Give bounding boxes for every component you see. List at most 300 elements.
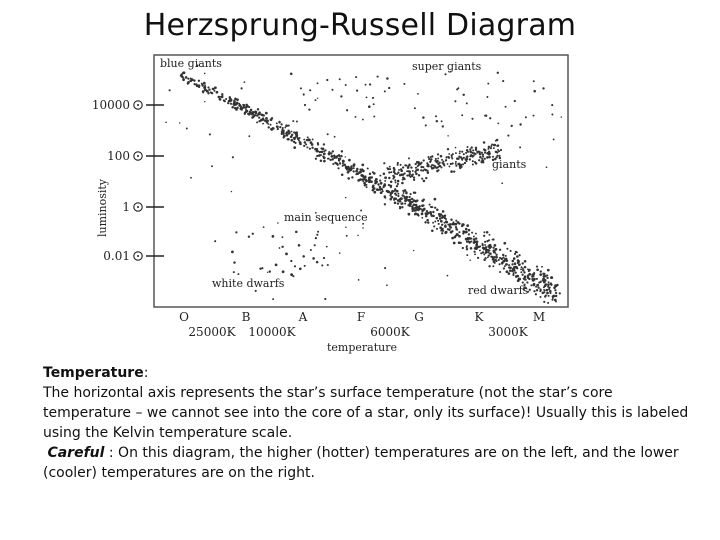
star-dot	[524, 266, 527, 269]
star-dot	[451, 156, 453, 158]
star-dot	[404, 203, 406, 205]
star-dot	[455, 147, 457, 149]
star-dot	[180, 75, 183, 78]
star-dot	[246, 110, 249, 113]
star-dot	[466, 224, 469, 227]
star-dot	[458, 155, 460, 157]
star-dot	[248, 113, 251, 116]
star-dot	[334, 136, 336, 138]
caption-text	[43, 363, 693, 483]
star-dot	[315, 158, 317, 160]
star-dot	[535, 293, 537, 295]
star-dot	[499, 271, 501, 273]
star-dot	[453, 242, 456, 245]
star-dot	[533, 90, 536, 93]
spectral-class-b: B	[241, 310, 251, 324]
star-dot	[533, 278, 536, 281]
star-dot	[283, 137, 285, 139]
star-dot	[462, 163, 464, 165]
star-dot	[447, 135, 448, 136]
star-dot	[212, 88, 215, 91]
star-dot	[318, 154, 321, 157]
star-dot	[508, 272, 511, 275]
star-dot	[466, 254, 468, 256]
star-dot	[343, 163, 346, 166]
star-dot	[490, 147, 492, 149]
star-dot	[396, 173, 398, 175]
star-dot	[190, 177, 192, 179]
star-dot	[397, 162, 399, 164]
star-dot	[352, 164, 355, 167]
star-dot	[323, 143, 325, 145]
star-dot	[461, 159, 463, 161]
star-dot	[280, 123, 282, 125]
star-dot	[489, 253, 491, 255]
star-dot	[490, 256, 492, 258]
star-dot	[511, 125, 513, 127]
star-dot	[495, 256, 498, 259]
star-dot	[298, 244, 301, 247]
star-dot	[372, 189, 375, 192]
star-dot	[387, 168, 389, 170]
star-dot	[471, 232, 473, 234]
star-dot	[469, 148, 471, 150]
star-dot	[231, 106, 234, 109]
star-dot	[463, 153, 465, 155]
star-dot	[233, 271, 235, 273]
star-dot	[512, 268, 515, 271]
star-dot	[400, 168, 402, 170]
star-dot	[209, 133, 211, 135]
star-dot	[461, 114, 463, 116]
star-dot	[328, 158, 330, 160]
star-dot	[190, 77, 192, 79]
star-dot	[204, 86, 207, 89]
star-dot	[394, 179, 396, 181]
y-tick-label-10000: 10000	[91, 98, 130, 112]
star-dot	[285, 124, 288, 127]
star-dot	[462, 247, 464, 249]
star-dot	[315, 237, 317, 239]
star-dot	[356, 90, 358, 92]
star-dot	[402, 179, 404, 181]
star-dot	[214, 86, 217, 89]
star-dot	[408, 174, 410, 176]
star-dot	[413, 176, 415, 178]
star-dot	[449, 223, 452, 226]
star-dot	[232, 156, 234, 158]
star-dot	[555, 295, 557, 297]
star-dot	[259, 268, 261, 270]
star-dot	[414, 209, 417, 212]
star-dot	[244, 113, 246, 115]
star-dot	[536, 266, 538, 268]
star-dot	[407, 170, 409, 172]
star-dot	[383, 173, 386, 176]
star-dot	[285, 253, 288, 256]
star-dot	[412, 170, 414, 172]
star-dot	[207, 91, 209, 93]
star-dot	[237, 273, 239, 275]
star-dot	[473, 251, 475, 253]
star-dot	[447, 228, 449, 230]
slide-title: Herzsprung-Russell Diagram	[143, 8, 577, 43]
star-dot	[257, 108, 259, 110]
caption-careful-line	[43, 443, 693, 483]
star-dot	[527, 277, 529, 279]
star-dot	[384, 90, 386, 92]
star-dot	[270, 128, 272, 130]
star-dot	[524, 278, 526, 280]
star-dot	[393, 168, 395, 170]
star-dot	[464, 162, 466, 164]
star-dot	[300, 87, 302, 89]
star-dot	[320, 151, 322, 153]
star-dot	[390, 171, 392, 173]
star-dot	[403, 83, 405, 85]
star-dot	[523, 271, 525, 273]
star-dot	[323, 257, 325, 259]
star-dot	[366, 186, 368, 188]
spectral-class-f: F	[356, 310, 366, 324]
star-dot	[291, 131, 293, 133]
star-dot	[528, 273, 531, 276]
star-dot	[310, 249, 312, 251]
star-dot	[253, 114, 255, 116]
caption-body: The horizontal axis represents the star’s surface temperature (not the star’s core temperature – we cannot see into the core of a star, only its surface)! Usually this is labeled using the Kelvin temperature scale.	[43, 385, 689, 441]
star-dot	[317, 98, 318, 99]
star-dot	[547, 302, 549, 304]
star-dot	[267, 272, 268, 273]
star-dot	[384, 267, 386, 269]
star-dot	[502, 254, 504, 256]
star-dot	[265, 112, 268, 115]
star-dot	[423, 180, 426, 183]
star-dot	[536, 278, 538, 280]
star-dot	[520, 271, 522, 273]
star-dot	[546, 166, 548, 168]
star-dot	[389, 185, 392, 188]
star-dot	[412, 207, 414, 209]
star-dot	[497, 122, 499, 124]
star-dot	[482, 156, 484, 158]
star-dot	[441, 159, 443, 161]
star-dot	[508, 264, 510, 266]
star-dot	[244, 81, 246, 83]
label-giants: giants	[492, 158, 527, 171]
star-dot	[389, 166, 391, 168]
star-dot	[480, 252, 482, 254]
star-dot	[296, 121, 298, 123]
star-dot	[443, 216, 446, 219]
star-dot	[499, 263, 501, 265]
star-dot	[377, 189, 379, 191]
hr-diagram-svg	[88, 50, 580, 360]
star-dot	[423, 208, 426, 211]
star-dot	[415, 200, 418, 203]
star-dot	[496, 155, 498, 157]
star-dot	[488, 239, 490, 241]
star-dot	[355, 76, 357, 78]
star-dot	[223, 99, 225, 101]
star-dot	[510, 250, 512, 252]
star-dot	[441, 120, 443, 122]
star-dot	[261, 267, 263, 269]
star-dot	[359, 171, 362, 174]
star-dot	[411, 198, 413, 200]
star-dot	[211, 92, 213, 94]
star-dot	[487, 83, 489, 85]
star-dot	[421, 217, 423, 219]
star-dot	[421, 210, 423, 212]
star-dot	[402, 190, 404, 192]
star-dot	[494, 244, 497, 247]
star-dot	[447, 148, 449, 150]
star-dot	[315, 99, 317, 101]
star-dot	[347, 167, 350, 170]
star-dot	[397, 183, 399, 185]
star-dot	[519, 146, 521, 148]
star-dot	[447, 163, 449, 165]
star-dot	[251, 116, 254, 119]
star-dot	[401, 202, 404, 205]
star-dot	[198, 86, 200, 88]
temperature-6000k: 6000K	[370, 325, 410, 339]
star-dot	[458, 235, 461, 238]
star-dot	[456, 229, 458, 231]
star-dot	[248, 135, 250, 137]
star-dot	[513, 257, 516, 260]
star-dot	[484, 149, 486, 151]
star-dot	[332, 150, 334, 152]
star-dot	[479, 151, 481, 153]
star-dot	[294, 265, 296, 267]
star-dot	[425, 124, 427, 126]
careful-text: : On this diagram, the higher (hotter) temperatures are on the left, and the lower (cooler) temperatures are on the right.	[43, 445, 679, 481]
star-dot	[522, 269, 524, 271]
star-dot	[533, 80, 535, 82]
star-dot	[472, 154, 474, 156]
star-dot	[521, 274, 523, 276]
star-dot	[548, 281, 550, 283]
star-dot	[518, 278, 521, 281]
star-dot	[303, 139, 305, 141]
star-dot	[467, 238, 469, 240]
star-dot	[555, 292, 557, 294]
star-dot	[483, 235, 485, 237]
star-dot	[410, 193, 412, 195]
star-dot	[532, 275, 535, 278]
star-dot	[231, 251, 234, 254]
star-dot	[547, 283, 550, 286]
star-dot	[345, 197, 347, 199]
star-dot	[394, 192, 396, 194]
star-dot	[258, 120, 260, 122]
star-dot	[486, 156, 489, 159]
star-dot	[368, 178, 370, 180]
star-dot	[472, 152, 474, 154]
label-white-dwarfs: white dwarfs	[212, 277, 285, 290]
star-dot	[182, 78, 185, 81]
star-dot	[442, 125, 444, 127]
star-dot	[309, 89, 311, 91]
star-dot	[514, 100, 516, 102]
star-dot	[474, 253, 476, 255]
star-dot	[472, 149, 474, 151]
star-dot	[492, 258, 495, 261]
star-dot	[288, 125, 290, 127]
star-dot	[294, 142, 296, 144]
star-dot	[179, 122, 180, 123]
star-dot	[543, 281, 546, 284]
star-dot	[338, 160, 340, 162]
star-dot	[314, 244, 316, 246]
star-dot	[201, 83, 203, 85]
star-dot	[515, 275, 518, 278]
star-dot	[445, 232, 447, 234]
star-dot	[461, 223, 463, 225]
star-dot	[279, 126, 281, 128]
star-dot	[286, 138, 288, 140]
star-dot	[445, 221, 448, 224]
star-dot	[295, 133, 297, 135]
star-dot	[216, 91, 218, 93]
star-dot	[495, 248, 498, 251]
star-dot	[236, 107, 238, 109]
star-dot	[441, 224, 443, 226]
star-dot	[488, 146, 491, 149]
star-dot	[472, 163, 474, 165]
star-dot	[400, 164, 402, 166]
star-dot	[252, 233, 254, 235]
star-dot	[299, 143, 302, 146]
star-dot	[436, 209, 439, 212]
star-dot	[500, 149, 502, 151]
star-dot	[522, 262, 524, 264]
star-dot	[459, 152, 461, 154]
star-dot	[458, 231, 460, 233]
star-dot	[434, 198, 437, 201]
star-dot	[463, 157, 465, 159]
star-dot	[373, 191, 376, 194]
star-dot	[465, 228, 468, 231]
star-dot	[362, 227, 364, 229]
star-dot	[484, 244, 486, 246]
star-dot	[418, 215, 420, 217]
star-dot	[243, 106, 245, 108]
star-dot	[331, 89, 333, 91]
star-dot	[435, 158, 437, 160]
star-dot	[406, 198, 408, 200]
star-dot	[497, 149, 499, 151]
star-dot	[310, 141, 313, 144]
label-red-dwarfs: red dwarfs	[468, 284, 529, 297]
star-dot	[444, 222, 446, 224]
star-dot	[473, 236, 475, 238]
star-dot	[488, 156, 491, 159]
star-dot	[304, 265, 306, 267]
star-dot	[366, 96, 368, 98]
star-dot	[455, 165, 457, 167]
star-dot	[470, 247, 473, 250]
star-dot	[539, 288, 541, 290]
star-dot	[417, 93, 419, 95]
star-dot	[430, 165, 432, 167]
star-dot	[389, 195, 391, 197]
star-dot	[290, 73, 293, 76]
star-dot	[475, 233, 477, 235]
star-dot	[282, 270, 285, 273]
star-dot	[533, 115, 535, 117]
star-dot	[445, 218, 447, 220]
star-dot	[418, 174, 420, 176]
star-dot	[498, 155, 500, 157]
star-dot	[433, 225, 435, 227]
star-dot	[399, 207, 401, 209]
star-dot	[339, 78, 341, 80]
star-dot	[397, 180, 400, 183]
star-dot	[455, 163, 457, 165]
star-dot	[501, 182, 503, 184]
star-dot	[466, 248, 468, 250]
star-dot	[458, 163, 461, 166]
star-dot	[505, 263, 508, 266]
star-dot	[421, 213, 424, 216]
star-dot	[430, 156, 432, 158]
star-dot	[512, 260, 515, 263]
star-dot	[236, 102, 239, 105]
star-dot	[541, 266, 543, 268]
star-dot	[450, 219, 452, 221]
star-dot	[449, 226, 452, 229]
star-dot	[413, 250, 414, 251]
star-dot	[364, 184, 366, 186]
star-dot	[439, 218, 441, 220]
star-dot	[528, 269, 531, 272]
star-dot	[397, 202, 399, 204]
star-dot	[494, 252, 496, 254]
star-dot	[546, 277, 548, 279]
star-dot	[474, 240, 476, 242]
label-blue-giants: blue giants	[160, 57, 222, 70]
star-dot	[468, 241, 470, 243]
star-dot	[535, 286, 537, 288]
temperature-3000k: 3000K	[488, 325, 528, 339]
star-dot	[423, 204, 425, 206]
star-dot	[204, 101, 205, 102]
star-dot	[412, 174, 414, 176]
star-dot	[551, 113, 553, 115]
star-dot	[430, 160, 432, 162]
star-dot	[450, 163, 452, 165]
star-dot	[509, 270, 511, 272]
star-dot	[233, 261, 235, 263]
star-dot	[187, 78, 189, 80]
star-dot	[506, 260, 508, 262]
star-dot	[296, 136, 298, 138]
star-dot	[485, 249, 488, 252]
star-dot	[409, 205, 411, 207]
star-dot	[380, 182, 383, 185]
star-dot	[505, 106, 507, 108]
star-dot	[455, 220, 457, 222]
star-dot	[304, 141, 307, 144]
star-dot	[397, 164, 399, 166]
star-dot	[507, 135, 509, 137]
temperature-25000k: 25000K	[188, 325, 236, 339]
star-dot	[306, 146, 308, 148]
star-dot	[481, 158, 483, 160]
